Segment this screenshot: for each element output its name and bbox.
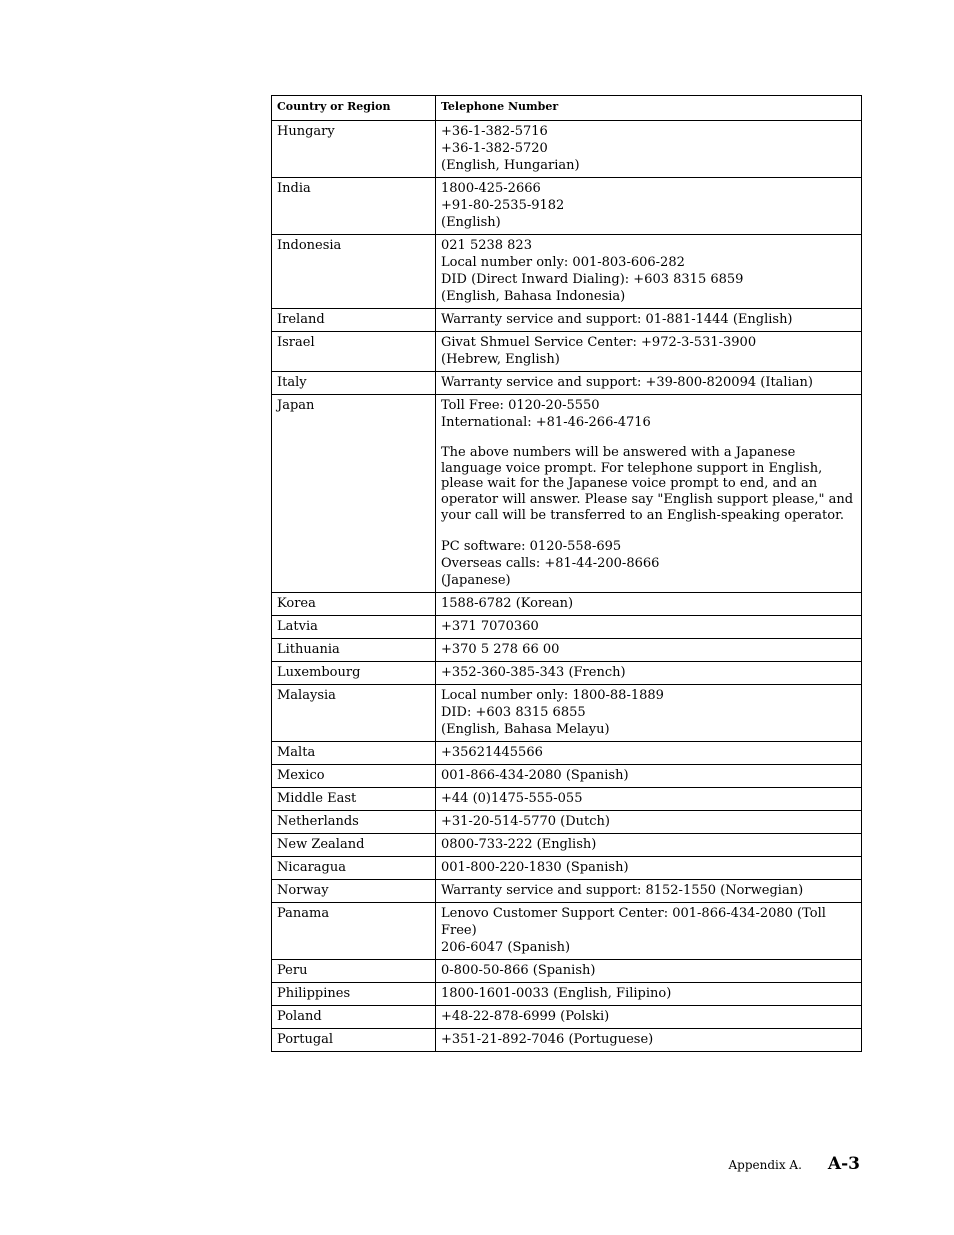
- telephone-line: +48-22-878-6999 (Polski): [441, 1008, 610, 1024]
- page-footer: [728, 1154, 860, 1174]
- telephone-line: (Hebrew, English): [441, 352, 560, 367]
- table-row: [272, 833, 862, 856]
- country-cell: Italy: [272, 372, 436, 395]
- country-cell: Portugal: [272, 1028, 436, 1051]
- footer-section-label: Appendix A.: [728, 1158, 802, 1172]
- country-cell: Luxembourg: [272, 661, 436, 684]
- telephone-cell: [436, 982, 862, 1005]
- telephone-paragraph: [441, 445, 856, 524]
- telephone-line: +352-360-385-343 (French): [441, 664, 626, 680]
- table-row: [272, 372, 862, 395]
- telephone-line: 1588-6782 (Korean): [441, 595, 574, 611]
- telephone-paragraph: [441, 641, 856, 658]
- country-cell: Malaysia: [272, 684, 436, 741]
- country-cell: Lithuania: [272, 638, 436, 661]
- telephone-cell: [436, 1028, 862, 1051]
- country-cell: Poland: [272, 1005, 436, 1028]
- telephone-line: 0800-733-222 (English): [441, 836, 597, 852]
- table-row: [272, 235, 862, 309]
- telephone-paragraph: [441, 374, 856, 391]
- telephone-paragraph: [441, 687, 856, 738]
- telephone-cell: [436, 615, 862, 638]
- telephone-paragraph: [441, 1008, 856, 1025]
- telephone-line: +91-80-2535-9182: [441, 198, 565, 213]
- telephone-cell: [436, 684, 862, 741]
- telephone-line: 001-866-434-2080 (Spanish): [441, 767, 629, 783]
- telephone-cell: [436, 235, 862, 309]
- telephone-paragraph: [441, 836, 856, 853]
- table-row: [272, 592, 862, 615]
- country-cell: Peru: [272, 959, 436, 982]
- table-row: [272, 638, 862, 661]
- telephone-paragraph: [441, 618, 856, 635]
- telephone-line: +31-20-514-5770 (Dutch): [441, 813, 610, 829]
- country-cell: Israel: [272, 332, 436, 372]
- telephone-line: (English, Bahasa Indonesia): [441, 289, 626, 304]
- telephone-line: Warranty service and support: +39-800-820094 (Italian): [441, 375, 813, 390]
- telephone-line: +351-21-892-7046 (Portuguese): [441, 1031, 654, 1047]
- telephone-cell: [436, 902, 862, 959]
- country-cell: Malta: [272, 741, 436, 764]
- telephone-paragraph: [441, 962, 856, 979]
- telephone-line: Warranty service and support: 01-881-1444 (English): [441, 312, 793, 327]
- telephone-cell: [436, 332, 862, 372]
- country-cell: India: [272, 178, 436, 235]
- country-cell: Hungary: [272, 121, 436, 178]
- table-row: [272, 1005, 862, 1028]
- telephone-cell: [436, 833, 862, 856]
- telephone-line: International: +81-46-266-4716: [441, 415, 651, 430]
- telephone-paragraph: [441, 538, 856, 589]
- table-row: [272, 661, 862, 684]
- table-header-row: [272, 96, 862, 121]
- telephone-cell: [436, 856, 862, 879]
- telephone-line: +44 (0)1475-555-055: [441, 790, 583, 806]
- table-row: [272, 982, 862, 1005]
- country-cell: Ireland: [272, 309, 436, 332]
- telephone-paragraph: [441, 882, 856, 899]
- country-cell: Netherlands: [272, 810, 436, 833]
- telephone-paragraph: [441, 311, 856, 328]
- telephone-cell: [436, 741, 862, 764]
- table-row: [272, 787, 862, 810]
- telephone-cell: [436, 372, 862, 395]
- country-cell: Latvia: [272, 615, 436, 638]
- table-row: [272, 959, 862, 982]
- telephone-paragraph: [441, 767, 856, 784]
- table-body: [272, 121, 862, 1052]
- telephone-paragraph: [441, 859, 856, 876]
- telephone-line: Warranty service and support: 8152-1550 (Norwegian): [441, 882, 804, 898]
- telephone-line: +371 7070360: [441, 618, 539, 634]
- telephone-cell: [436, 764, 862, 787]
- telephone-line: Givat Shmuel Service Center: +972-3-531-3900: [441, 335, 757, 350]
- country-cell: New Zealand: [272, 833, 436, 856]
- country-cell: Nicaragua: [272, 856, 436, 879]
- country-cell: Korea: [272, 592, 436, 615]
- telephone-line: 001-800-220-1830 (Spanish): [441, 859, 629, 875]
- telephone-line: 0-800-50-866 (Spanish): [441, 962, 596, 978]
- telephone-cell: [436, 178, 862, 235]
- column-header-telephone: Telephone Number: [436, 96, 862, 121]
- table-row: [272, 902, 862, 959]
- table-row: [272, 810, 862, 833]
- telephone-cell: [436, 787, 862, 810]
- country-cell: Mexico: [272, 764, 436, 787]
- table-row: [272, 395, 862, 593]
- telephone-cell: [436, 592, 862, 615]
- telephone-paragraph: [441, 595, 856, 612]
- table-row: [272, 309, 862, 332]
- table-row: [272, 615, 862, 638]
- country-cell: Middle East: [272, 787, 436, 810]
- telephone-line: +35621445566: [441, 744, 543, 760]
- telephone-paragraph: [441, 1031, 856, 1048]
- telephone-paragraph: [441, 123, 856, 174]
- telephone-paragraph: [441, 790, 856, 807]
- table-row: [272, 178, 862, 235]
- telephone-line: 021 5238 823: [441, 238, 532, 253]
- telephone-line: +36-1-382-5716: [441, 124, 548, 139]
- country-cell: Norway: [272, 879, 436, 902]
- telephone-line: 1800-425-2666: [441, 181, 541, 196]
- page-number: A-3: [827, 1154, 860, 1174]
- telephone-line: PC software: 0120-558-695: [441, 538, 622, 554]
- telephone-paragraph: [441, 180, 856, 231]
- telephone-cell: [436, 395, 862, 593]
- telephone-line: (Japanese): [441, 572, 511, 588]
- telephone-cell: [436, 121, 862, 178]
- telephone-paragraph: [441, 813, 856, 830]
- telephone-line: DID: +603 8315 6855: [441, 704, 586, 720]
- telephone-line: (English, Bahasa Melayu): [441, 721, 610, 737]
- table-row: [272, 879, 862, 902]
- telephone-support-table: [271, 95, 862, 1052]
- table-row: [272, 764, 862, 787]
- telephone-line: (English, Hungarian): [441, 158, 580, 173]
- telephone-line: The above numbers will be answered with a Japanese language voice prompt. For telephone support in English, please wait for the Japanese voice prompt to end, and an operator will answer. Please say "English support please," and your call will be transferred to an English-speaking operator.: [441, 445, 854, 523]
- country-cell: Indonesia: [272, 235, 436, 309]
- telephone-line: Lenovo Customer Support Center: 001-866-434-2080 (Toll Free): [441, 905, 831, 938]
- country-cell: Panama: [272, 902, 436, 959]
- column-header-country: Country or Region: [272, 96, 436, 121]
- table-row: [272, 856, 862, 879]
- telephone-cell: [436, 810, 862, 833]
- telephone-line: Overseas calls: +81-44-200-8666: [441, 555, 660, 571]
- table-row: [272, 1028, 862, 1051]
- table-row: [272, 332, 862, 372]
- telephone-line: 206-6047 (Spanish): [441, 939, 571, 955]
- telephone-cell: [436, 638, 862, 661]
- telephone-cell: [436, 959, 862, 982]
- table-row: [272, 121, 862, 178]
- telephone-line: Local number only: 001-803-606-282: [441, 255, 685, 270]
- telephone-paragraph: [441, 397, 856, 431]
- telephone-paragraph: [441, 985, 856, 1002]
- telephone-paragraph: [441, 905, 856, 956]
- telephone-cell: [436, 879, 862, 902]
- telephone-paragraph: [441, 237, 856, 305]
- telephone-line: Local number only: 1800-88-1889: [441, 687, 664, 703]
- telephone-paragraph: [441, 744, 856, 761]
- telephone-cell: [436, 309, 862, 332]
- table-row: [272, 684, 862, 741]
- telephone-cell: [436, 1005, 862, 1028]
- telephone-line: +370 5 278 66 00: [441, 641, 560, 657]
- country-cell: Philippines: [272, 982, 436, 1005]
- country-cell: Japan: [272, 395, 436, 593]
- table-row: [272, 741, 862, 764]
- telephone-line: +36-1-382-5720: [441, 141, 548, 156]
- telephone-line: (English): [441, 215, 501, 230]
- telephone-paragraph: [441, 334, 856, 368]
- telephone-line: DID (Direct Inward Dialing): +603 8315 6859: [441, 272, 744, 287]
- telephone-line: Toll Free: 0120-20-5550: [441, 398, 600, 413]
- telephone-cell: [436, 661, 862, 684]
- telephone-paragraph: [441, 664, 856, 681]
- telephone-line: 1800-1601-0033 (English, Filipino): [441, 985, 672, 1001]
